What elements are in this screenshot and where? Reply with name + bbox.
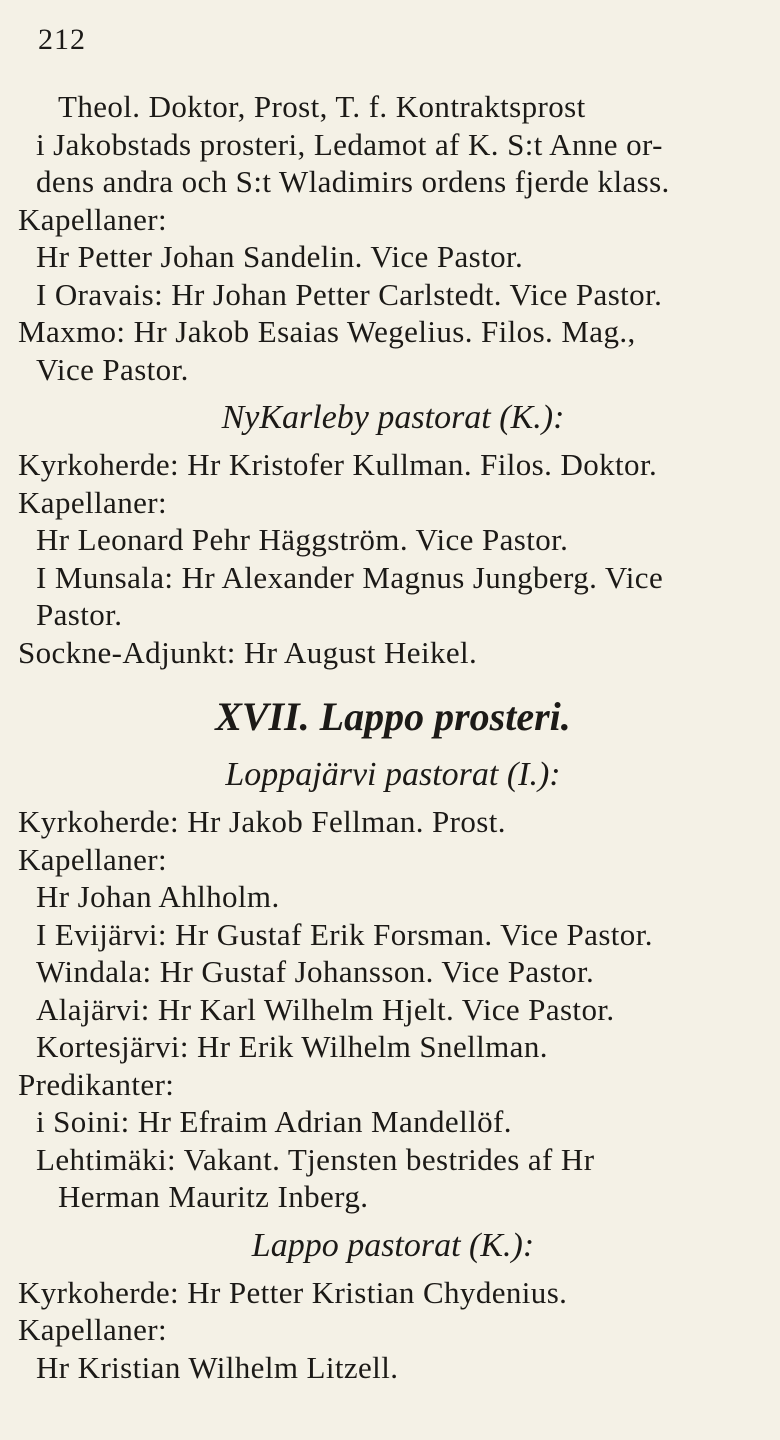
text-line: Windala: Hr Gustaf Johansson. Vice Pastor.	[36, 954, 595, 989]
text-line: I Munsala: Hr Alexander Magnus Jungberg. Vice	[36, 559, 664, 595]
text-line: i Jakobstads prosteri, Ledamot af K. S:t Anne or-	[36, 126, 663, 162]
text-line: Hr Johan Ahlholm.	[36, 879, 280, 914]
text-line: Pastor.	[36, 597, 123, 632]
text-line: Theol. Doktor, Prost, T. f. Kontraktsprost	[58, 89, 586, 124]
text-line: Hr Kristian Wilhelm Litzell.	[36, 1349, 399, 1385]
pastorat-heading: NyKarleby pastorat (K.):	[221, 399, 565, 436]
text-line: Predikanter:	[18, 1066, 175, 1102]
pastorat-heading: Loppajärvi pastorat (I.):	[225, 756, 561, 793]
prosteri-heading: XVII. Lappo prosteri.	[215, 694, 571, 739]
text-line: Kapellaner:	[18, 201, 167, 237]
text-line: Kapellaner:	[18, 484, 167, 520]
text-line: Hr Leonard Pehr Häggström. Vice Pastor.	[36, 522, 569, 557]
text-line: Herman Mauritz Inberg.	[58, 1179, 369, 1214]
text-line: Lehtimäki: Vakant. Tjensten bestrides af Hr	[36, 1141, 595, 1177]
pastorat-heading: Lappo pastorat (K.):	[251, 1226, 535, 1264]
text-line: Hr Petter Johan Sandelin. Vice Pastor.	[36, 239, 524, 274]
text-body	[18, 88, 768, 1386]
text-line: i Soini: Hr Efraim Adrian Mandellöf.	[36, 1104, 512, 1139]
text-line: Alajärvi: Hr Karl Wilhelm Hjelt. Vice Pastor.	[36, 991, 615, 1027]
text-line: Kapellaner:	[18, 1312, 167, 1347]
page-number: 212	[38, 23, 86, 56]
text-line: Kortesjärvi: Hr Erik Wilhelm Snellman.	[36, 1029, 548, 1064]
text-line: I Oravais: Hr Johan Petter Carlstedt. Vice Pastor.	[36, 276, 663, 312]
text-line: Maxmo: Hr Jakob Esaias Wegelius. Filos. Mag.,	[18, 314, 636, 349]
text-line: Kyrkoherde: Hr Petter Kristian Chydenius.	[18, 1274, 568, 1310]
text-line: Vice Pastor.	[36, 351, 189, 387]
text-line: Kyrkoherde: Hr Kristofer Kullman. Filos. Doktor.	[18, 447, 658, 482]
text-line: I Evijärvi: Hr Gustaf Erik Forsman. Vice Pastor.	[36, 916, 653, 952]
text-line: Kyrkoherde: Hr Jakob Fellman. Prost.	[18, 804, 506, 839]
text-line: Sockne-Adjunkt: Hr August Heikel.	[18, 634, 478, 670]
text-line: Kapellaner:	[18, 841, 167, 877]
text-line: dens andra och S:t Wladimirs ordens fjerde klass.	[36, 164, 670, 199]
